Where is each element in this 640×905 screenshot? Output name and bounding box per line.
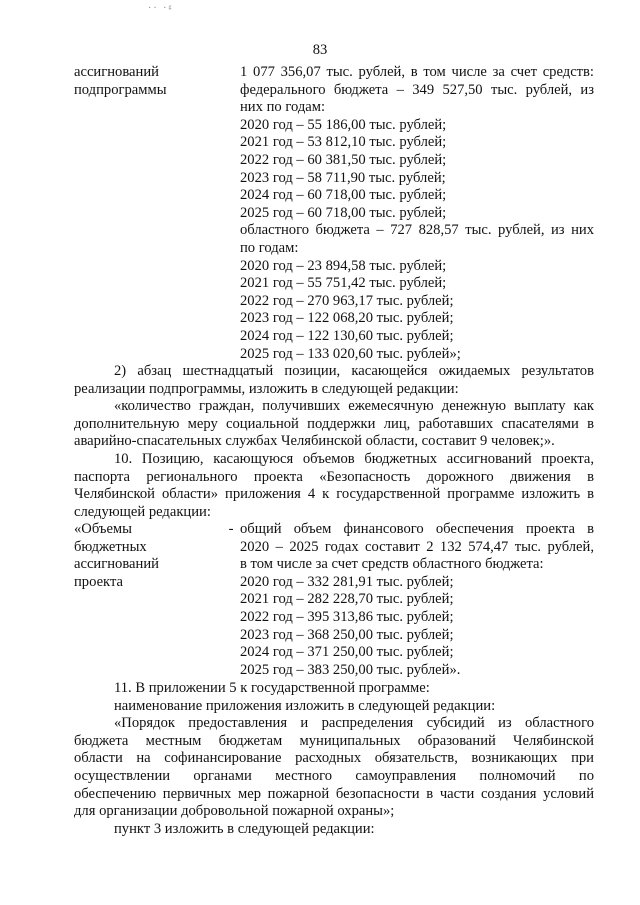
table-label: подпрограммы (74, 81, 167, 98)
regional-budget-intro: областного бюджета – 727 828,57 тыс. рублей, из них (240, 222, 594, 239)
project-total-line: общий объем финансового обеспечения проекта в (240, 521, 594, 537)
project-year-line: 2024 год – 371 250,00 тыс. рублей; (240, 644, 454, 661)
table-label-column (74, 64, 222, 363)
table-label: проекта (74, 573, 123, 590)
subprogram-funding-table (74, 64, 594, 363)
funding-total: 1 077 356,07 тыс. рублей, в том числе за счет средств: (240, 64, 594, 80)
federal-year-line: 2020 год – 55 186,00 тыс. рублей; (240, 116, 447, 133)
page-number: 83 (312, 42, 328, 58)
table-value-column (240, 521, 594, 679)
table-label: ассигнований (74, 556, 159, 573)
paragraph-line: реализации подпрограммы, изложить в следующей редакции: (74, 380, 459, 397)
project-year-line: 2022 год – 395 313,86 тыс. рублей; (240, 608, 454, 625)
table-dash: - (228, 521, 234, 537)
table-value-column (240, 64, 594, 363)
scan-mark: ·· ·ᵍ (148, 3, 174, 14)
quote-line: аварийно-спасательных службах Челябинской области, составит 9 человек;». (74, 433, 555, 450)
paragraph-line: 11. В приложении 5 к государственной программе: (114, 680, 430, 696)
paragraph-11 (74, 680, 594, 838)
federal-year-line: 2021 год – 53 812,10 тыс. рублей; (240, 134, 447, 151)
regional-year-line: 2020 год – 23 894,58 тыс. рублей; (240, 257, 447, 274)
quote-line: «Порядок предоставления и распределения субсидий из областного (114, 715, 594, 732)
federal-budget-intro: федерального бюджета – 349 527,50 тыс. рублей, из (240, 81, 594, 98)
paragraph-line: пункт 3 изложить в следующей редакции: (114, 820, 375, 837)
paragraph-line: 2) абзац шестнадцатый позиции, касающейся ожидаемых результатов (114, 363, 594, 379)
regional-year-line: 2025 год – 133 020,60 тыс. рублей»; (240, 345, 461, 362)
regional-year-line: 2021 год – 55 751,42 тыс. рублей; (240, 275, 447, 292)
project-year-line: 2021 год – 282 228,70 тыс. рублей; (240, 591, 454, 608)
quote-line: дополнительную меру социальной поддержки лиц, работавших спасателями в (74, 415, 594, 432)
quote-line: обеспечению первичных мер пожарной безопасности в части создания условий (74, 785, 594, 802)
paragraph-line: наименование приложения изложить в следующей редакции: (114, 697, 496, 714)
paragraph-10 (74, 451, 594, 521)
project-funding-table (74, 521, 594, 679)
project-year-line: 2020 год – 332 281,91 тыс. рублей; (240, 573, 454, 590)
federal-year-line: 2023 год – 58 711,90 тыс. рублей; (240, 169, 446, 186)
paragraph-line: следующей редакции: (74, 503, 211, 520)
quote-line: осуществлении органами местного самоуправления полномочий по (74, 767, 594, 784)
quote-line: для организации добровольной пожарной охраны»; (74, 803, 395, 820)
table-label: бюджетных (74, 538, 147, 555)
paragraph-line: паспорта регионального проекта «Безопасность дорожного движения в (74, 468, 594, 485)
table-label-column (74, 521, 222, 679)
table-label: ассигнований (74, 64, 159, 80)
project-total-line: в том числе за счет средств областного бюджета: (240, 556, 544, 573)
quote-line: бюджета местным бюджетам муниципальных образований Челябинской (74, 732, 594, 749)
federal-year-line: 2024 год – 60 718,00 тыс. рублей; (240, 187, 447, 204)
regional-year-line: 2023 год – 122 068,20 тыс. рублей; (240, 310, 454, 327)
quote-line: области на софинансирование расходных обязательств, возникающих при (74, 750, 594, 767)
table-label: «Объемы (74, 521, 132, 537)
project-year-line: 2025 год – 383 250,00 тыс. рублей». (240, 661, 461, 678)
federal-budget-intro-cont: них по годам: (240, 99, 326, 116)
federal-year-line: 2022 год – 60 381,50 тыс. рублей; (240, 151, 447, 168)
regional-budget-intro-cont: по годам: (240, 239, 299, 256)
regional-year-line: 2024 год – 122 130,60 тыс. рублей; (240, 327, 454, 344)
federal-year-line: 2025 год – 60 718,00 тыс. рублей; (240, 204, 447, 221)
paragraph-line: Челябинской области» приложения 4 к государственной программе изложить в (74, 486, 594, 503)
project-year-line: 2023 год – 368 250,00 тыс. рублей; (240, 626, 454, 643)
paragraph-2 (74, 363, 594, 451)
paragraph-line: 10. Позицию, касающуюся объемов бюджетных ассигнований проекта, (114, 451, 594, 467)
project-total-line: 2020 – 2025 годах составит 2 132 574,47 тыс. рублей, (240, 538, 594, 555)
regional-year-line: 2022 год – 270 963,17 тыс. рублей; (240, 292, 454, 309)
quote-line: «количество граждан, получивших ежемесячную денежную выплату как (114, 398, 594, 415)
